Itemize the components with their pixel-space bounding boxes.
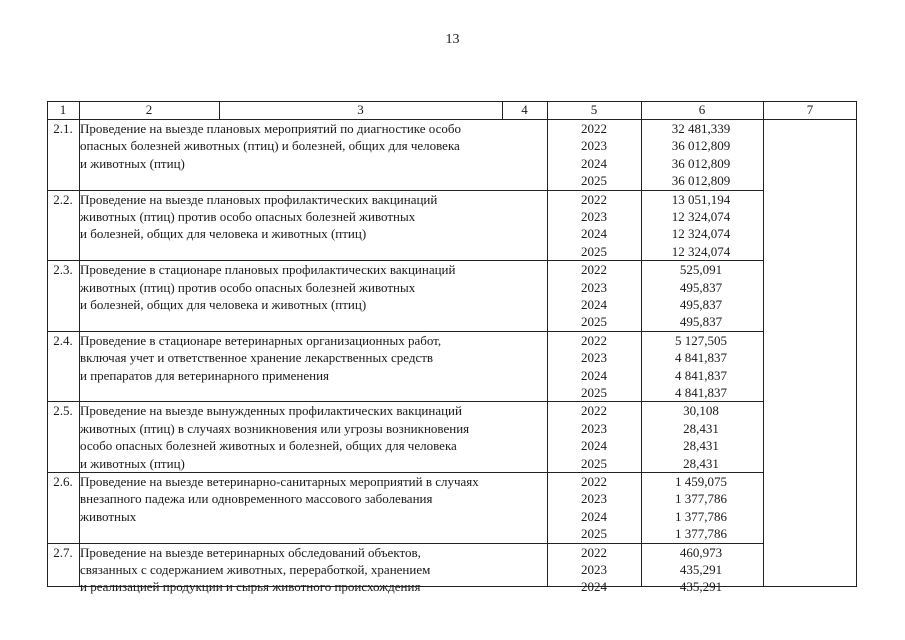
value-cell: 4 841,837 [675, 350, 727, 366]
row-description [80, 261, 550, 313]
year-cell: 2023 [581, 491, 607, 507]
year-cell: 2024 [581, 297, 607, 312]
value-cell: 495,837 [679, 279, 723, 295]
year-cell: 2025 [581, 243, 607, 259]
row-years [547, 473, 641, 543]
description-line: опасных болезней животных (птиц) и болезней, общих для человека [80, 138, 460, 154]
header-cell: 3 [357, 102, 364, 117]
year-cell: 2022 [581, 332, 607, 348]
description-line [80, 578, 550, 595]
header-cell: 1 [59, 102, 67, 117]
row-number: 2.7. [53, 544, 73, 560]
row-values [640, 261, 762, 331]
row-years [547, 120, 641, 190]
value-cell: 1 377,786 [675, 491, 727, 507]
description-line: и болезней, общих для человека и животных (птиц) [80, 297, 367, 312]
description-line: животных [80, 508, 137, 524]
year-cell: 2022 [581, 191, 607, 207]
year-cell: 2025 [581, 455, 607, 471]
row-number: 2.6. [53, 474, 73, 489]
row-values [640, 402, 762, 472]
value-cell: 36 012,809 [671, 138, 731, 154]
year-cell: 2023 [581, 420, 607, 436]
row-years [547, 332, 641, 402]
row-number: 2.1. [53, 121, 73, 136]
value-cell: 4 841,837 [675, 367, 727, 383]
year-cell: 2023 [581, 279, 607, 295]
year-cell: 2024 [581, 155, 607, 171]
value-cell: 13 051,194 [671, 191, 731, 207]
value-cell: 460,973 [679, 544, 723, 560]
row-values [640, 332, 762, 402]
year-cell [547, 578, 641, 595]
row-description [80, 402, 550, 472]
row-description [80, 191, 550, 243]
row-years [547, 261, 641, 331]
row-number: 2.5. [53, 403, 73, 419]
year-cell: 2022 [581, 121, 607, 136]
year-cell: 2023 [581, 350, 607, 366]
value-cell: 12 324,074 [671, 209, 731, 224]
header-cell: 4 [521, 102, 528, 117]
row-values [640, 120, 762, 190]
description-line: и животных (птиц) [80, 155, 185, 171]
year-cell: 2025 [581, 173, 607, 189]
value-cell: 28,431 [683, 420, 719, 436]
header-cell: 5 [590, 102, 598, 117]
description-line: Проведение на выезде вынужденных профилактических вакцинаций [80, 403, 462, 419]
year-cell: 2022 [581, 262, 607, 278]
value-cell: 12 324,074 [671, 226, 731, 242]
year-cell: 2023 [581, 138, 607, 154]
year-cell: 2022 [581, 474, 607, 489]
value-cell: 32 481,339 [671, 121, 731, 136]
value-cell: 525,091 [679, 262, 723, 278]
year-cell: 2022 [581, 544, 607, 560]
header-cell: 2 [145, 102, 153, 117]
table-row [47, 332, 857, 402]
year-cell: 2024 [581, 508, 607, 524]
description-line: Проведение на выезде плановых мероприятий по диагностике особо [80, 121, 461, 136]
header-cell: 7 [806, 102, 814, 117]
table-row [47, 473, 857, 543]
description-line: Проведение на выезде ветеринарно-санитарных мероприятий в случаях [80, 474, 479, 489]
description-line: Проведение на выезде ветеринарных обследований объектов, [80, 544, 421, 560]
table-row [47, 261, 857, 331]
table-row [47, 544, 857, 596]
year-cell: 2023 [581, 209, 607, 224]
value-cell: 12 324,074 [671, 243, 731, 259]
value-cell: 28,431 [683, 455, 719, 471]
budget-table [47, 101, 857, 587]
row-number: 2.2. [53, 191, 73, 207]
value-cell: 1 459,075 [675, 474, 727, 489]
year-cell: 2024 [581, 438, 607, 454]
value-cell: 495,837 [679, 297, 723, 312]
value-cell [640, 578, 762, 595]
row-years [547, 544, 641, 596]
year-cell: 2025 [581, 314, 607, 330]
description-line: и болезней, общих для человека и животных (птиц) [80, 226, 367, 242]
description-line: животных (птиц) в случаях возникновения или угрозы возникновения [80, 420, 470, 436]
description-line: животных (птиц) против особо опасных болезней животных [80, 279, 416, 295]
row-description [80, 544, 550, 596]
value-cell: 28,431 [683, 438, 719, 454]
row-values [640, 544, 762, 596]
description-line: связанных с содержанием животных, переработкой, хранением [80, 562, 431, 577]
row-years [547, 191, 641, 261]
row-description [80, 332, 550, 384]
row-values [640, 191, 762, 261]
value-cell: 36 012,809 [671, 155, 731, 171]
description-line: животных (птиц) против особо опасных болезней животных [80, 209, 416, 224]
year-cell: 2024 [581, 367, 607, 383]
row-values [640, 473, 762, 543]
value-cell: 1 377,786 [675, 526, 727, 542]
year-cell: 2025 [581, 526, 607, 542]
year-cell: 2024 [581, 226, 607, 242]
description-line: особо опасных болезней животных и болезней, общих для человека [80, 438, 457, 454]
value-cell: 495,837 [679, 314, 723, 330]
description-line: Проведение в стационаре плановых профилактических вакцинаций [80, 262, 456, 278]
value-cell: 36 012,809 [671, 173, 731, 189]
row-description [80, 473, 550, 525]
year-cell: 2023 [581, 562, 607, 577]
header-cell: 6 [698, 102, 706, 117]
year-cell: 2025 [581, 385, 607, 401]
table-row [47, 402, 857, 472]
row-number: 2.3. [53, 262, 73, 278]
year-cell: 2022 [581, 403, 607, 419]
description-line: и препаратов для ветеринарного применения [80, 367, 330, 383]
table-bottom-border [47, 586, 857, 587]
value-cell: 30,108 [683, 403, 719, 419]
value-cell: 435,291 [679, 562, 723, 577]
table-row [47, 120, 857, 190]
description-line: внезапного падежа или одновременного массового заболевания [80, 491, 433, 507]
value-cell: 5 127,505 [675, 332, 727, 348]
table-row [47, 191, 857, 261]
row-description [80, 120, 550, 172]
page-number: 13 [445, 32, 460, 47]
row-number: 2.4. [53, 332, 73, 348]
description-line: Проведение на выезде плановых профилактических вакцинаций [80, 191, 438, 207]
description-line: и животных (птиц) [80, 455, 185, 471]
description-line: включая учет и ответственное хранение лекарственных средств [80, 350, 434, 366]
value-cell: 1 377,786 [675, 508, 727, 524]
value-cell: 4 841,837 [675, 385, 727, 401]
description-line: Проведение в стационаре ветеринарных организационных работ, [80, 332, 442, 348]
row-years [547, 402, 641, 472]
